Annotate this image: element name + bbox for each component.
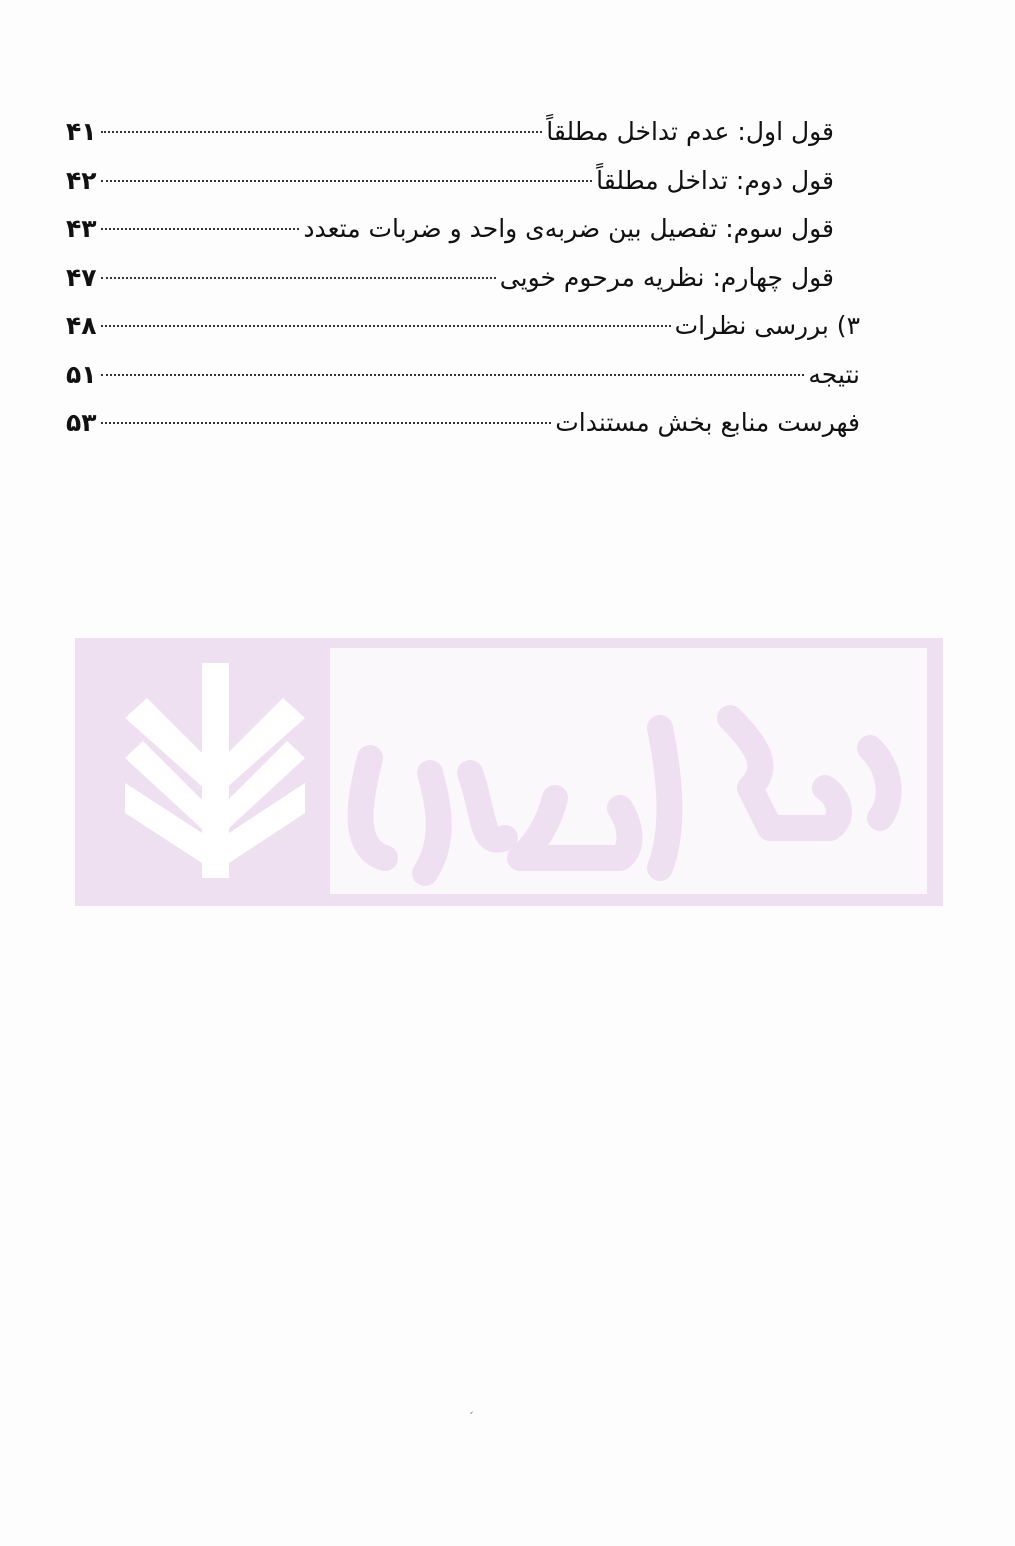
toc-entry-title: ۳) بررسی نظرات xyxy=(674,311,860,340)
table-of-contents xyxy=(66,108,860,448)
toc-entry-page: ۴۲ xyxy=(66,165,97,195)
toc-dot-leader xyxy=(101,325,671,327)
toc-entry-title: قول سوم: تفصیل بین ضربه‌ی واحد و ضربات متعدد xyxy=(303,214,834,243)
toc-entry-page: ۴۱ xyxy=(66,117,97,146)
toc-entry[interactable] xyxy=(66,205,860,254)
toc-entry-title: فهرست منابع بخش مستندات xyxy=(555,408,860,437)
toc-entry[interactable] xyxy=(66,108,860,157)
publisher-watermark xyxy=(75,638,943,906)
toc-entry-page: ۵۳ xyxy=(66,408,97,437)
toc-entry-page: ۴۷ xyxy=(66,262,97,292)
toc-dot-leader xyxy=(101,277,496,279)
toc-entry-page: ۴۳ xyxy=(66,214,97,243)
toc-dot-leader xyxy=(101,180,593,182)
toc-entry-title: قول دوم: تداخل مطلقاً xyxy=(596,165,834,195)
wordmark-logo xyxy=(330,648,927,894)
footer-mark: ˏ xyxy=(468,1400,474,1414)
toc-entry-title: قول چهارم: نظریه مرحوم خویی xyxy=(499,262,834,292)
tree-icon xyxy=(125,663,305,878)
toc-entry[interactable] xyxy=(66,254,860,303)
toc-entry[interactable] xyxy=(66,351,860,400)
toc-entry-title: نتیجه xyxy=(808,359,860,389)
toc-dot-leader xyxy=(101,422,552,424)
toc-dot-leader xyxy=(101,228,300,230)
watermark-wordmark-box xyxy=(330,648,927,894)
toc-dot-leader xyxy=(101,131,543,133)
toc-entry-page: ۴۸ xyxy=(66,311,97,340)
toc-entry-title: قول اول: عدم تداخل مطلقاً xyxy=(546,117,834,146)
toc-dot-leader xyxy=(101,374,805,376)
toc-entry[interactable] xyxy=(66,302,860,351)
toc-entry[interactable] xyxy=(66,399,860,448)
toc-entry[interactable] xyxy=(66,157,860,206)
toc-entry-page: ۵۱ xyxy=(66,359,97,389)
